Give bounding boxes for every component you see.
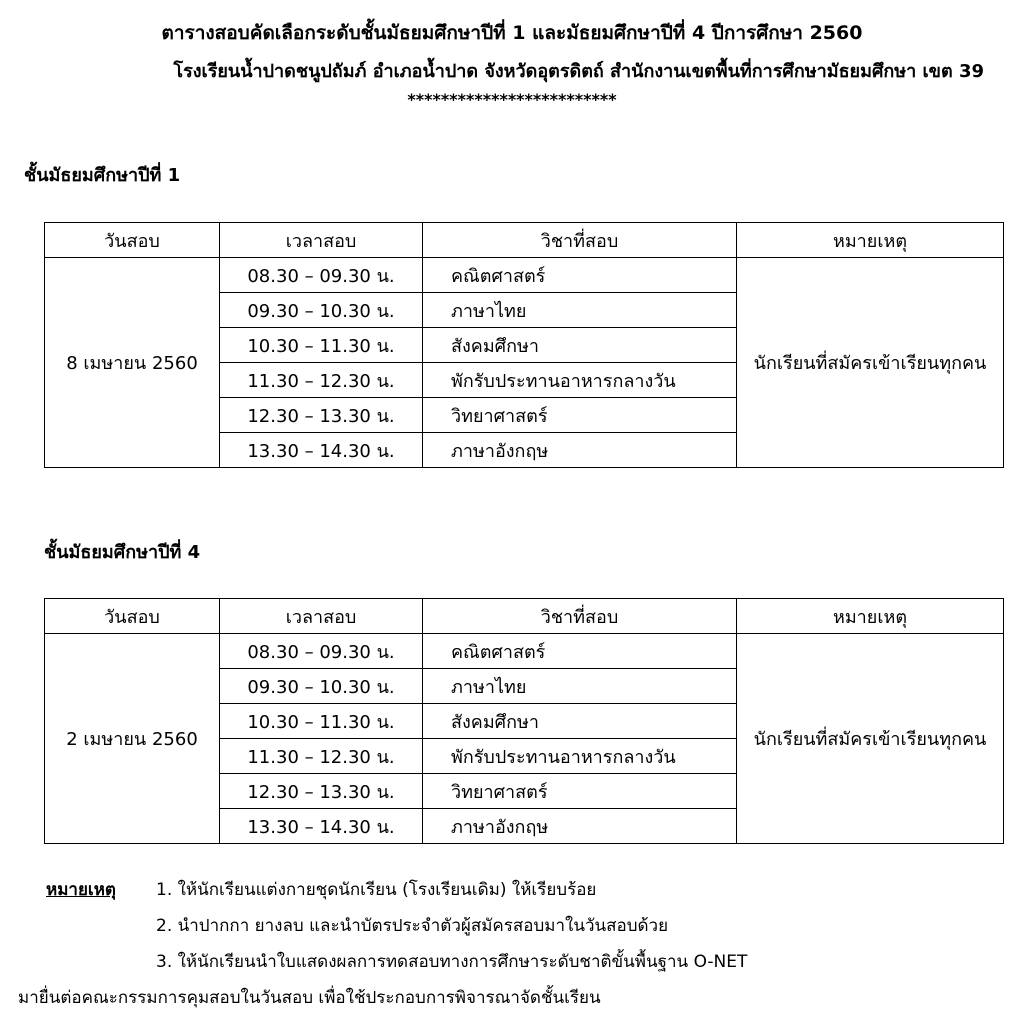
exam-subject: ภาษาไทย <box>423 293 737 328</box>
exam-subject: พักรับประทานอาหารกลางวัน <box>423 363 737 398</box>
table-row <box>45 634 1004 669</box>
exam-subject: พักรับประทานอาหารกลางวัน <box>423 739 737 774</box>
exam-time: 11.30 – 12.30 น. <box>220 363 423 398</box>
exam-date: 8 เมษายน 2560 <box>45 258 220 468</box>
note-continuation: มายื่นต่อคณะกรรมการคุมสอบในวันสอบ เพื่อใช้ประกอบการพิจารณาจัดชั้นเรียน <box>18 988 601 1008</box>
notes-label: หมายเหตุ <box>46 880 116 900</box>
table-row <box>45 258 1004 293</box>
column-header-note: หมายเหตุ <box>737 599 1004 634</box>
exam-time: 10.30 – 11.30 น. <box>220 704 423 739</box>
exam-time: 13.30 – 14.30 น. <box>220 809 423 844</box>
section-title-m4: ชั้นมัธยมศึกษาปีที่ 4 <box>44 542 201 563</box>
exam-time: 09.30 – 10.30 น. <box>220 293 423 328</box>
exam-note: นักเรียนที่สมัครเข้าเรียนทุกคน <box>737 634 1004 844</box>
exam-subject: สังคมศึกษา <box>423 328 737 363</box>
note-item: 3. ให้นักเรียนนำใบแสดงผลการทดสอบทางการศึกษาระดับชาติขั้นพื้นฐาน O-NET <box>156 952 748 972</box>
exam-time: 11.30 – 12.30 น. <box>220 739 423 774</box>
exam-time: 08.30 – 09.30 น. <box>220 634 423 669</box>
exam-time: 12.30 – 13.30 น. <box>220 774 423 809</box>
column-header-subject: วิชาที่สอบ <box>423 599 737 634</box>
table-header-row <box>45 599 1004 634</box>
header-divider: ************************* <box>407 90 617 109</box>
exam-subject: สังคมศึกษา <box>423 704 737 739</box>
schedule-table-m1 <box>44 222 1004 468</box>
exam-time: 12.30 – 13.30 น. <box>220 398 423 433</box>
column-header-time: เวลาสอบ <box>220 599 423 634</box>
exam-subject: คณิตศาสตร์ <box>423 258 737 293</box>
note-item: 1. ให้นักเรียนแต่งกายชุดนักเรียน (โรงเรียนเดิม) ให้เรียบร้อย <box>156 880 597 900</box>
exam-subject: คณิตศาสตร์ <box>423 634 737 669</box>
exam-subject: ภาษาไทย <box>423 669 737 704</box>
exam-time: 10.30 – 11.30 น. <box>220 328 423 363</box>
note-item: 2. นำปากกา ยางลบ และนำบัตรประจำตัวผู้สมัครสอบมาในวันสอบด้วย <box>156 916 669 936</box>
exam-subject: ภาษาอังกฤษ <box>423 809 737 844</box>
schedule-table-m4 <box>44 598 1004 844</box>
header-title: ตารางสอบคัดเลือกระดับชั้นมัธยมศึกษาปีที่ 1 และมัธยมศึกษาปีที่ 4 ปีการศึกษา 2560 <box>161 22 863 44</box>
exam-subject: วิทยาศาสตร์ <box>423 774 737 809</box>
exam-subject: วิทยาศาสตร์ <box>423 398 737 433</box>
column-header-note: หมายเหตุ <box>737 223 1004 258</box>
section-title-m1: ชั้นมัธยมศึกษาปีที่ 1 <box>24 165 181 186</box>
column-header-date: วันสอบ <box>45 223 220 258</box>
exam-note: นักเรียนที่สมัครเข้าเรียนทุกคน <box>737 258 1004 468</box>
exam-subject: ภาษาอังกฤษ <box>423 433 737 468</box>
column-header-subject: วิชาที่สอบ <box>423 223 737 258</box>
exam-time: 08.30 – 09.30 น. <box>220 258 423 293</box>
header-school: โรงเรียนน้ำปาดชนูปถัมภ์ อำเภอน้ำปาด จังหวัดอุตรดิตถ์ สำนักงานเขตพื้นที่การศึกษามัธยมศึกษา เขต 39 <box>173 61 984 82</box>
exam-time: 13.30 – 14.30 น. <box>220 433 423 468</box>
column-header-date: วันสอบ <box>45 599 220 634</box>
column-header-time: เวลาสอบ <box>220 223 423 258</box>
exam-time: 09.30 – 10.30 น. <box>220 669 423 704</box>
exam-date: 2 เมษายน 2560 <box>45 634 220 844</box>
table-header-row <box>45 223 1004 258</box>
